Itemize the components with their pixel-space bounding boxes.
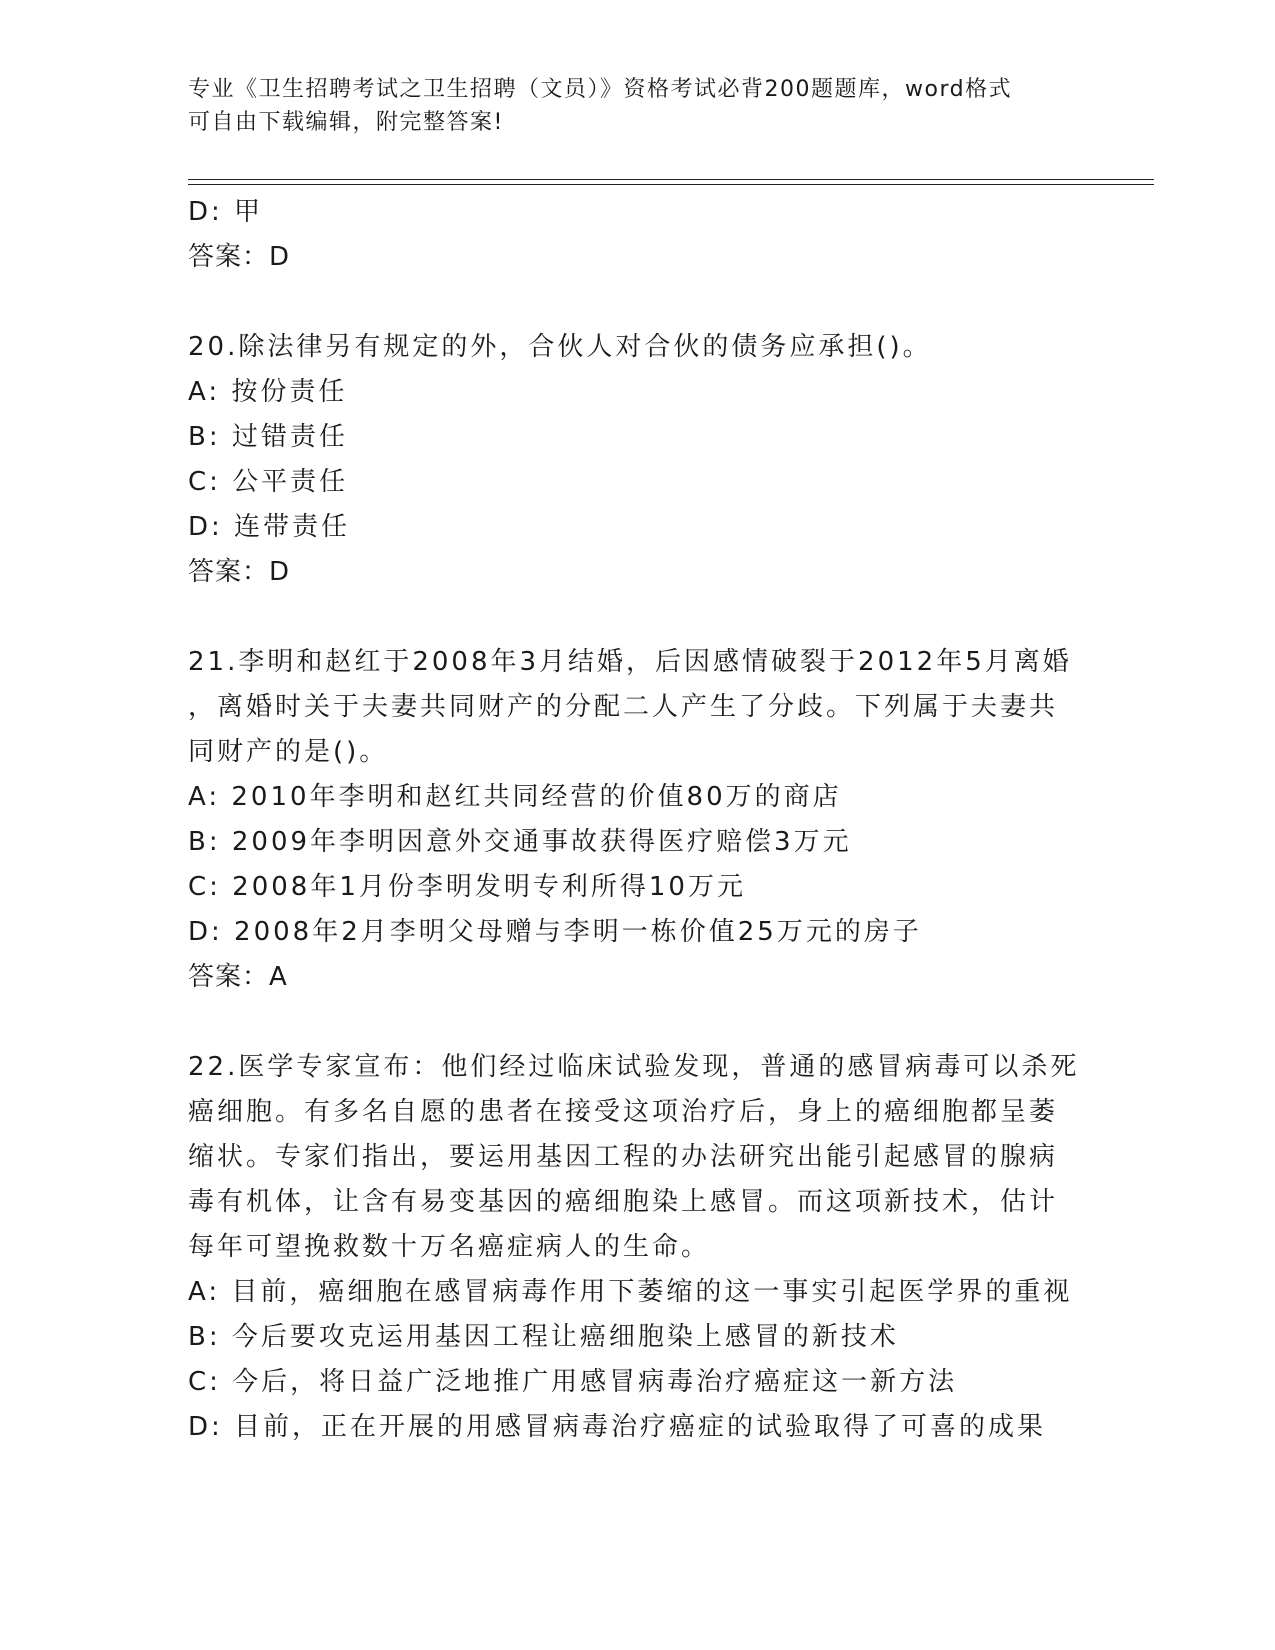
- option-a: A: 目前，癌细胞在感冒病毒作用下萎缩的这一事实引起医学界的重视: [188, 1277, 1073, 1307]
- option-b: B: 今后要攻克运用基因工程让癌细胞染上感冒的新技术: [188, 1322, 899, 1352]
- option-d: D: 连带责任: [188, 512, 351, 542]
- question-stem: 21.李明和赵红于2008年3月结婚，后因感情破裂于2012年5月离婚: [188, 647, 1072, 677]
- question-stem: 20.除法律另有规定的外，合伙人对合伙的债务应承担()。: [188, 332, 932, 362]
- question-stem: 毒有机体，让含有易变基因的癌细胞染上感冒。而这项新技术，估计: [188, 1187, 1059, 1217]
- question-stem: 癌细胞。有多名自愿的患者在接受这项治疗后，身上的癌细胞都呈萎: [188, 1097, 1059, 1127]
- option-a: A: 2010年李明和赵红共同经营的价值80万的商店: [188, 782, 842, 812]
- question-stem: 缩状。专家们指出，要运用基因工程的办法研究出能引起感冒的腺病: [188, 1142, 1059, 1172]
- spacer: [188, 1000, 1088, 1045]
- option-d: D: 目前，正在开展的用感冒病毒治疗癌症的试验取得了可喜的成果: [188, 1412, 1047, 1442]
- header-line-1: 专业《卫生招聘考试之卫生招聘（文员）》资格考试必背200题题库，word格式: [188, 77, 1013, 102]
- question-20: [188, 325, 1088, 595]
- question-stem: 22.医学专家宣布：他们经过临床试验发现，普通的感冒病毒可以杀死: [188, 1052, 1080, 1082]
- spacer: [188, 595, 1088, 640]
- answer: 答案：D: [188, 557, 291, 587]
- option-c: C: 公平责任: [188, 467, 349, 497]
- document-header: [188, 73, 1068, 139]
- option-d: D: 甲: [188, 197, 264, 227]
- option-b: B: 2009年李明因意外交通事故获得医疗赔偿3万元: [188, 827, 852, 857]
- question-22: [188, 1045, 1088, 1450]
- header-line-2: 可自由下载编辑，附完整答案!: [188, 110, 504, 135]
- question-21: [188, 640, 1088, 1000]
- answer: 答案：D: [188, 242, 291, 272]
- option-c: C: 2008年1月份李明发明专利所得10万元: [188, 872, 746, 902]
- question-stem: 每年可望挽救数十万名癌症病人的生命。: [188, 1232, 711, 1262]
- option-d: D: 2008年2月李明父母赠与李明一栋价值25万元的房子: [188, 917, 922, 947]
- header-rule-top: [188, 179, 1154, 180]
- question-stem: ，离婚时关于夫妻共同财产的分配二人产生了分歧。下列属于夫妻共: [188, 692, 1059, 722]
- option-a: A: 按份责任: [188, 377, 348, 407]
- header-rule-bottom: [188, 184, 1154, 185]
- option-c: C: 今后，将日益广泛地推广用感冒病毒治疗癌症这一新方法: [188, 1367, 958, 1397]
- question-stem: 同财产的是()。: [188, 737, 389, 767]
- option-b: B: 过错责任: [188, 422, 348, 452]
- question-content: [188, 190, 1088, 1450]
- answer: 答案：A: [188, 962, 288, 992]
- spacer: [188, 280, 1088, 325]
